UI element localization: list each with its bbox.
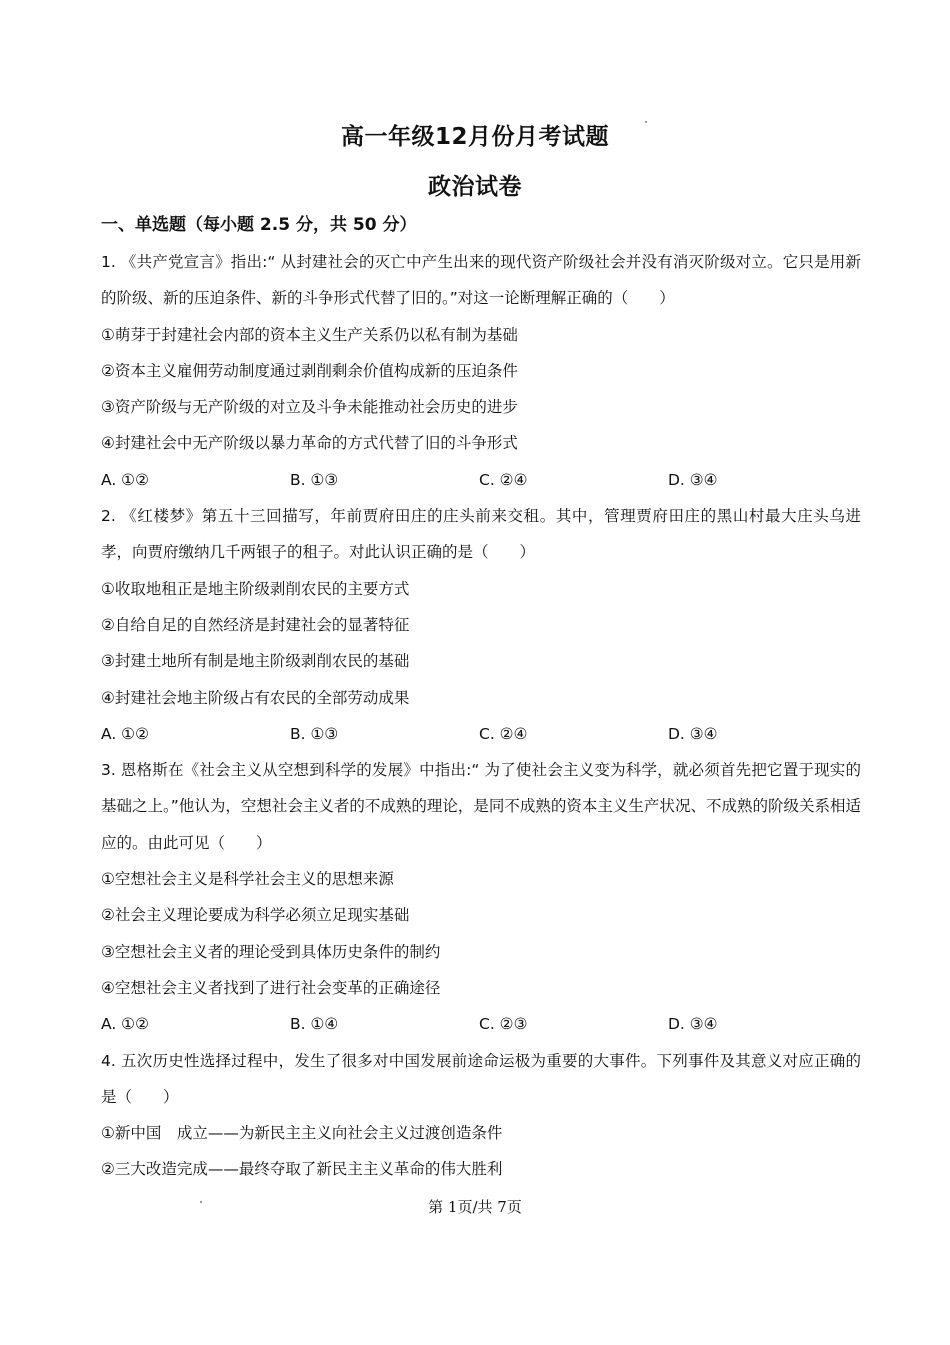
question-3-item-1: ①空想社会主义是科学社会主义的思想来源 <box>101 870 394 889</box>
option-c: C. ②④ <box>479 724 528 743</box>
question-4-item-2: ②三大改造完成——最终夺取了新民主主义革命的伟大胜利 <box>101 1160 503 1179</box>
exam-subtitle: 政治试卷 <box>428 174 522 200</box>
option-b: B. ①③ <box>290 470 339 489</box>
question-1-item-4: ④封建社会中无产阶级以暴力革命的方式代替了旧的斗争形式 <box>101 434 518 453</box>
question-list <box>101 244 861 1188</box>
section-heading: 一、单选题（每小题 2.5 分，共 50 分） <box>101 215 417 235</box>
exam-title: 高一年级12月份月考试题 <box>340 124 609 150</box>
option-b: B. ①④ <box>290 1015 339 1034</box>
question-1-item-1: ①萌芽于封建社会内部的资本主义生产关系仍以私有制为基础 <box>101 325 518 344</box>
question-4-item-1: ①新中国 成立——为新民主主义向社会主义过渡创造条件 <box>101 1124 503 1143</box>
question-4-stem: 4. 五次历史性选择过程中，发生了很多对中国发展前途命运极为重要的大事件。下列事件及其意义对应正确的是（ ） <box>101 1051 861 1106</box>
question-2-item-1: ①收取地租正是地主阶级剥削农民的主要方式 <box>101 579 410 598</box>
question-2-stem: 2. 《红楼梦》第五十三回描写，年前贾府田庄的庄头前来交租。其中，管理贾府田庄的黑山村最大庄头乌进孝，向贾府缴纳几千两银子的租子。对此认识正确的是（ ） <box>101 507 861 562</box>
option-d: D. ③④ <box>668 724 718 743</box>
question-2-item-2: ②自给自足的自然经济是封建社会的显著特征 <box>101 615 410 634</box>
option-a: A. ①② <box>101 470 149 489</box>
question-3-item-3: ③空想社会主义者的理论受到具体历史条件的制约 <box>101 942 441 961</box>
page-number: 第 1页/共 7页 <box>428 1198 522 1216</box>
question-1-options <box>101 462 861 498</box>
question-2-item-3: ③封建土地所有制是地主阶级剥削农民的基础 <box>101 652 410 671</box>
option-a: A. ①② <box>101 1015 149 1034</box>
question-2-item-4: ④封建社会地主阶级占有农民的全部劳动成果 <box>101 688 410 707</box>
question-3-stem: 3. 恩格斯在《社会主义从空想到科学的发展》中指出:“ 为了使社会主义变为科学，就必须首先把它置于现实的基础之上。”他认为，空想社会主义者的不成熟的理论，是同不成熟的资本主义生产状况、不成熟的阶级关系相适应的。由此可见（ ） <box>101 761 861 852</box>
option-d: D. ③④ <box>668 470 718 489</box>
option-b: B. ①③ <box>290 724 339 743</box>
question-3-item-4: ④空想社会主义者找到了进行社会变革的正确途径 <box>101 978 441 997</box>
question-3-options <box>101 1006 861 1042</box>
option-c: C. ②③ <box>479 1015 528 1034</box>
option-a: A. ①② <box>101 724 149 743</box>
question-1-item-2: ②资本主义雇佣劳动制度通过剥削剩余价值构成新的压迫条件 <box>101 361 518 380</box>
option-c: C. ②④ <box>479 470 528 489</box>
question-1-stem: 1. 《共产党宣言》指出:“ 从封建社会的灭亡中产生出来的现代资产阶级社会并没有消灭阶级对立。它只是用新的阶级、新的压迫条件、新的斗争形式代替了旧的。”对这一论断理解正确的（ ） <box>101 253 861 308</box>
option-d: D. ③④ <box>668 1015 718 1034</box>
question-1-item-3: ③资产阶级与无产阶级的对立及斗争未能推动社会历史的进步 <box>101 398 518 417</box>
question-3-item-2: ②社会主义理论要成为科学必须立足现实基础 <box>101 906 410 925</box>
question-2-options <box>101 716 861 752</box>
